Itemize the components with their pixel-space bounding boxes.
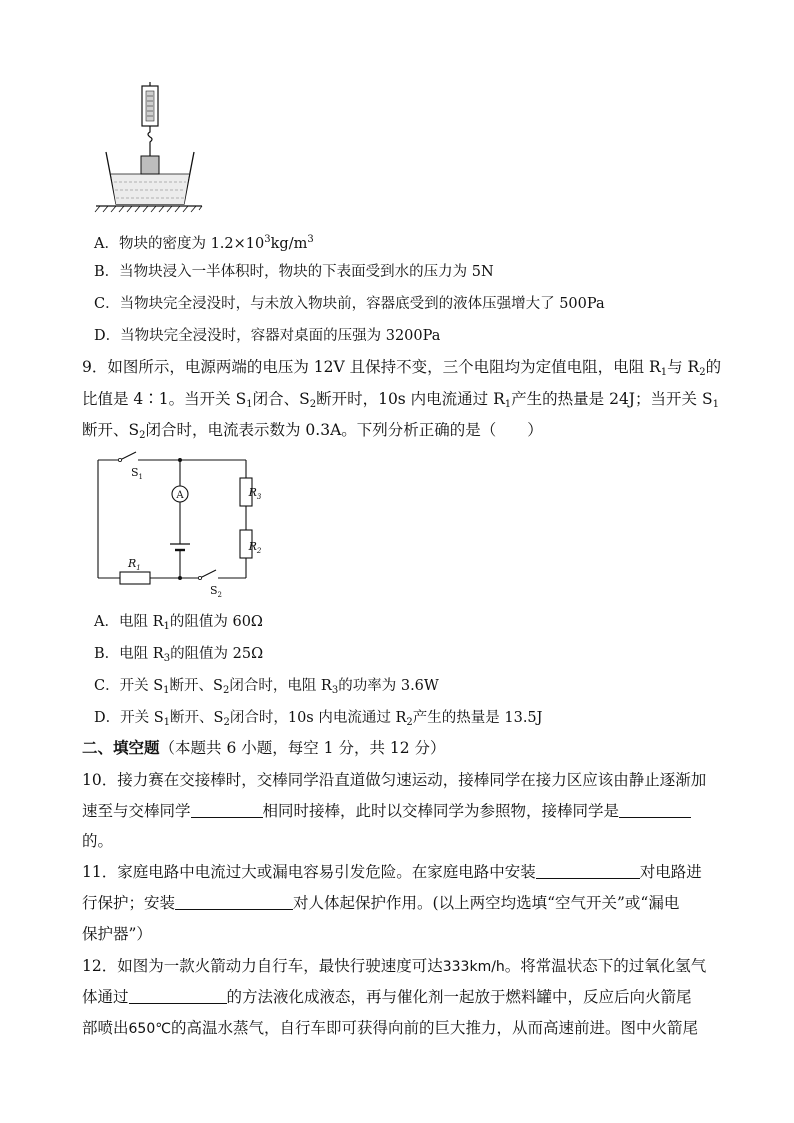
hook — [148, 126, 152, 156]
subscript: 3 — [331, 685, 339, 696]
section-2-title: 二、填空题 — [82, 739, 160, 757]
q9-text: 断开时，10s 内电流通过 R — [316, 390, 505, 408]
q12-temperature: 650℃ — [128, 1021, 171, 1037]
circuit-diagram — [90, 448, 260, 600]
junction-bottom — [178, 576, 182, 580]
water — [111, 174, 189, 204]
q8-option-a-unit-exponent: 3 — [307, 234, 314, 245]
spring-scale-container-figure — [94, 82, 204, 214]
q12-text: 的方法液化成液态，再与催化剂一起放于燃料罐中，反应后向火箭尾 — [226, 988, 692, 1006]
q9-line-3 — [82, 420, 543, 446]
subscript: 2 — [699, 367, 706, 378]
q11-text: 对人体起保护作用。(以上两空均选填“空气开关”或“漏电 — [293, 894, 680, 912]
q11-line-2 — [82, 893, 679, 913]
section-2-header — [82, 738, 446, 758]
q11-blank-1[interactable] — [536, 864, 640, 879]
switch-s1-blade — [120, 452, 136, 460]
q9-option-b-text: B．电阻 R — [94, 646, 164, 662]
section-2-note: （本题共 6 小题，每空 1 分，共 12 分） — [159, 739, 446, 757]
subscript: 1 — [163, 717, 171, 728]
q11-blank-2[interactable] — [175, 895, 293, 910]
q9-text: 产生的热量是 24J；当开关 S — [511, 390, 713, 408]
q8-option-a-unit: kg/m — [270, 236, 308, 252]
subscript: 1 — [712, 399, 719, 410]
subscript: 1 — [504, 399, 512, 410]
q9-option-a-text: 的阻值为 60Ω — [169, 614, 263, 630]
q12-line-2 — [82, 987, 692, 1007]
q11-text: 对电路进 — [639, 863, 702, 881]
q10-blank-1[interactable] — [191, 803, 263, 818]
subscript: 3 — [163, 653, 171, 664]
q12-text: 的高温水蒸气，自行车即可获得向前的巨大推力，从而高速前进。图中火箭尾 — [170, 1019, 698, 1037]
q12-blank-1[interactable] — [129, 989, 227, 1004]
q9-text: 比值是 4∶1。当开关 S — [82, 390, 247, 408]
q10-text: 相同时接棒，此时以交棒同学为参照物，接棒同学是 — [262, 802, 620, 820]
q11-line-1 — [82, 862, 702, 882]
q9-option-b — [94, 644, 263, 669]
q12-text: 体通过 — [82, 988, 129, 1006]
q9-option-c-text: 断开、S — [169, 678, 223, 694]
q10-line-3: 的。 — [82, 832, 114, 850]
q8-option-b: B．当物块浸入一半体积时，物块的下表面受到水的压力为 5N — [94, 264, 494, 280]
q12-line-1 — [82, 956, 706, 977]
q8-option-a-exponent: 3 — [264, 234, 271, 245]
q9-option-a-text: A．电阻 R — [94, 614, 164, 630]
q8-option-a — [94, 230, 314, 254]
subscript: 2 — [139, 430, 146, 441]
q10-line-2 — [82, 801, 691, 821]
q9-option-d-text: D．开关 S — [94, 710, 164, 726]
subscript: 1 — [246, 399, 253, 410]
q9-option-b-text: 的阻值为 25Ω — [170, 646, 264, 662]
q9-text: 与 R — [667, 358, 700, 376]
switch-s2-blade — [200, 570, 216, 578]
subscript: 2 — [406, 717, 413, 728]
q9-option-c — [94, 676, 439, 701]
label-s1: $S_1$ — [131, 466, 144, 481]
q9-option-d-text: 产生的热量是 13.5J — [412, 710, 543, 726]
q10-text: 速至与交棒同学 — [82, 802, 191, 820]
q9-option-c-text: 闭合时，电阻 R — [229, 678, 332, 694]
q9-line-1 — [82, 357, 721, 383]
q9-text: 9．如图所示，电源两端的电压为 12V 且保持不变，三个电阻均为定值电阻，电阻 R — [82, 358, 661, 376]
q12-text: 12．如图为一款火箭动力自行车，最快行驶速度可达 — [82, 957, 443, 975]
block — [141, 156, 159, 174]
q12-speed: 333km/h — [442, 959, 505, 975]
q12-text: 。将常温状态下的过氧化氢气 — [504, 957, 707, 975]
label-r3: $R_3$ — [248, 486, 262, 501]
subscript: 1 — [660, 367, 668, 378]
q10-line-1: 10．接力赛在交接棒时，交棒同学沿直道做匀速运动，接棒同学在接力区应该由静止逐渐加 — [82, 771, 707, 789]
resistor-r1 — [120, 572, 150, 584]
q9-option-a — [94, 612, 263, 637]
q9-text: 断开、S — [82, 421, 140, 439]
q9-text: 的 — [705, 358, 722, 376]
q8-option-d: D．当物块完全浸没时，容器对桌面的压强为 3200Pa — [94, 328, 441, 344]
q12-text: 部喷出 — [82, 1019, 129, 1037]
subscript: 1 — [163, 621, 170, 632]
label-s2: $S_2$ — [210, 584, 223, 599]
q9-option-c-text: C．开关 S — [94, 678, 164, 694]
q8-option-c: C．当物块完全浸没时，与未放入物块前，容器底受到的液体压强增大了 500Pa — [94, 296, 605, 312]
subscript: 2 — [309, 399, 317, 410]
q9-line-2 — [82, 389, 719, 415]
subscript: 1 — [163, 685, 170, 696]
junction-top — [178, 458, 182, 462]
q9-option-d-text: 闭合时，10s 内电流通过 R — [229, 710, 407, 726]
q11-text: 行保护；安装 — [82, 894, 176, 912]
q9-option-c-text: 的功率为 3.6W — [338, 678, 439, 694]
q11-text: 11．家庭电路中电流过大或漏电容易引发危险。在家庭电路中安装 — [82, 863, 536, 881]
label-ammeter: A — [176, 490, 184, 501]
q8-option-a-text: A．物块的密度为 1.2×10 — [94, 236, 265, 252]
subscript: 2 — [223, 717, 230, 728]
q9-text: 闭合时，电流表示数为 0.3A。下列分析正确的是（ ） — [145, 421, 543, 439]
q9-text: 闭合、S — [252, 390, 310, 408]
q10-blank-2[interactable] — [619, 803, 691, 818]
q9-option-d-text: 断开、S — [170, 710, 224, 726]
label-r2: $R_2$ — [248, 540, 262, 555]
q12-line-3 — [82, 1018, 698, 1039]
q11-line-3: 保护器”） — [82, 925, 152, 943]
subscript: 2 — [222, 685, 230, 696]
label-r1: $R_1$ — [128, 557, 141, 572]
q9-option-d — [94, 708, 542, 733]
